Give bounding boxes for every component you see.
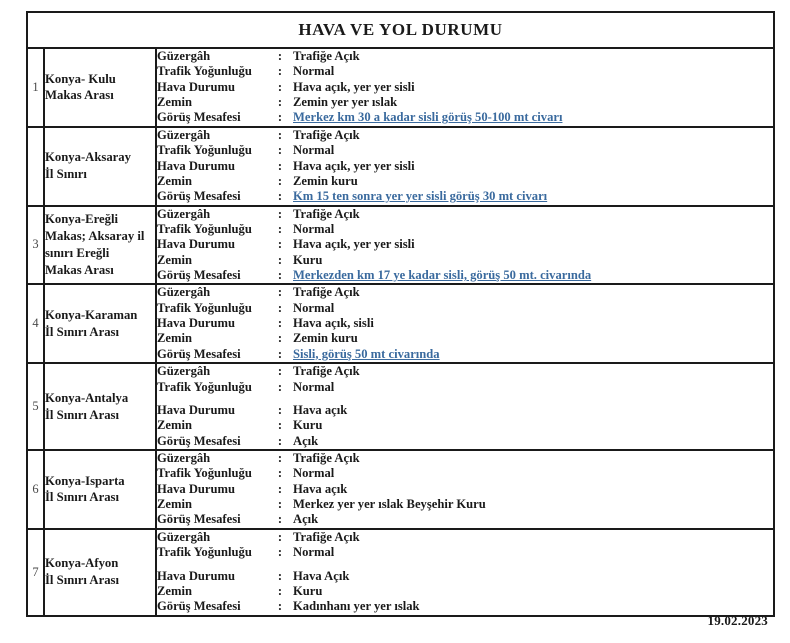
row-details <box>156 363 774 450</box>
field-value-visibility: Açık <box>293 434 773 449</box>
field-row-visibility <box>157 347 773 362</box>
route-name-line: İl Sınırı Arası <box>45 490 120 505</box>
route-name-line: Makas Arası <box>45 88 114 103</box>
route-name-line: İl Sınırı <box>45 167 87 182</box>
field-label-route: Güzergâh <box>157 285 267 300</box>
field-value-route: Trafiğe Açık <box>293 207 773 222</box>
field-colon: : <box>267 561 293 584</box>
field-table <box>157 451 773 528</box>
field-table <box>157 364 773 449</box>
field-value-traffic: Normal <box>293 301 773 316</box>
field-row-route <box>157 451 773 466</box>
route-name <box>44 450 156 529</box>
field-row-visibility <box>157 434 773 449</box>
row-number: 4 <box>27 284 44 363</box>
field-label-ground: Zemin <box>157 584 267 599</box>
field-label-visibility: Görüş Mesafesi <box>157 434 267 449</box>
field-row-traffic <box>157 143 773 158</box>
table-row <box>27 206 774 285</box>
field-colon: : <box>267 364 293 379</box>
field-label-route: Güzergâh <box>157 49 267 64</box>
field-colon: : <box>267 380 293 395</box>
field-row-visibility <box>157 110 773 125</box>
field-row-traffic <box>157 222 773 237</box>
field-label-route: Güzergâh <box>157 128 267 143</box>
field-colon: : <box>267 301 293 316</box>
field-row-weather <box>157 237 773 252</box>
field-colon: : <box>267 512 293 527</box>
field-label-visibility: Görüş Mesafesi <box>157 268 267 283</box>
route-name-line: Konya-Ereğli <box>45 212 119 227</box>
field-value-weather: Hava açık, yer yer sisli <box>293 237 773 252</box>
route-name-line: Makas; Aksaray il <box>45 229 145 244</box>
field-label-traffic: Trafik Yoğunluğu <box>157 64 267 79</box>
field-label-ground: Zemin <box>157 497 267 512</box>
field-row-ground <box>157 331 773 346</box>
field-label-ground: Zemin <box>157 95 267 110</box>
field-value-route: Trafiğe Açık <box>293 49 773 64</box>
route-name <box>44 529 156 616</box>
field-value-route: Trafiğe Açık <box>293 128 773 143</box>
field-table <box>157 128 773 205</box>
field-colon: : <box>267 128 293 143</box>
field-colon: : <box>267 599 293 614</box>
field-label-route: Güzergâh <box>157 207 267 222</box>
field-row-traffic <box>157 545 773 560</box>
field-row-ground <box>157 253 773 268</box>
field-label-weather: Hava Durumu <box>157 80 267 95</box>
field-colon: : <box>267 95 293 110</box>
row-details <box>156 450 774 529</box>
field-value-traffic: Normal <box>293 380 773 395</box>
row-number: 6 <box>27 450 44 529</box>
field-value-ground: Merkez yer yer ıslak Beyşehir Kuru <box>293 497 773 512</box>
field-label-traffic: Trafik Yoğunluğu <box>157 143 267 158</box>
field-row-traffic <box>157 301 773 316</box>
field-colon: : <box>267 49 293 64</box>
table-rows-host <box>27 48 774 616</box>
field-value-route: Trafiğe Açık <box>293 364 773 379</box>
field-row-route <box>157 530 773 545</box>
field-colon: : <box>267 64 293 79</box>
field-row-ground <box>157 418 773 433</box>
field-label-visibility: Görüş Mesafesi <box>157 512 267 527</box>
field-label-visibility: Görüş Mesafesi <box>157 189 267 204</box>
report-date: 19.02.2023 <box>707 613 768 628</box>
row-number: 7 <box>27 529 44 616</box>
field-label-traffic: Trafik Yoğunluğu <box>157 545 267 560</box>
field-value-ground: Zemin kuru <box>293 331 773 346</box>
row-details <box>156 529 774 616</box>
route-name <box>44 284 156 363</box>
table-row <box>27 284 774 363</box>
field-colon: : <box>267 285 293 300</box>
field-row-ground <box>157 174 773 189</box>
field-value-traffic: Normal <box>293 545 773 560</box>
route-name-line: İl Sınırı Arası <box>45 573 120 588</box>
field-colon: : <box>267 80 293 95</box>
field-value-traffic: Normal <box>293 143 773 158</box>
route-name-line: Konya-Isparta <box>45 473 125 488</box>
field-value-traffic: Normal <box>293 64 773 79</box>
field-label-weather: Hava Durumu <box>157 316 267 331</box>
route-name <box>44 363 156 450</box>
field-row-visibility <box>157 599 773 614</box>
route-name <box>44 48 156 127</box>
field-colon: : <box>267 143 293 158</box>
field-label-traffic: Trafik Yoğunluğu <box>157 466 267 481</box>
route-name-line: Konya-Karaman <box>45 308 138 323</box>
field-label-traffic: Trafik Yoğunluğu <box>157 380 267 395</box>
field-label-route: Güzergâh <box>157 364 267 379</box>
route-name-line: Konya- Kulu <box>45 71 116 86</box>
field-colon: : <box>267 482 293 497</box>
field-colon: : <box>267 237 293 252</box>
field-row-route <box>157 128 773 143</box>
field-label-visibility: Görüş Mesafesi <box>157 599 267 614</box>
route-name-line: İl Sınırı Arası <box>45 407 120 422</box>
field-colon: : <box>267 331 293 346</box>
field-value-visibility: Km 15 ten sonra yer yer sisli görüş 30 mt civarı <box>293 189 773 204</box>
field-value-traffic: Normal <box>293 222 773 237</box>
field-table <box>157 285 773 362</box>
field-row-traffic <box>157 466 773 481</box>
field-row-traffic <box>157 380 773 395</box>
field-value-ground: Kuru <box>293 418 773 433</box>
field-value-ground: Zemin kuru <box>293 174 773 189</box>
route-name-line: İl Sınırı Arası <box>45 324 120 339</box>
table-body <box>27 12 774 48</box>
field-value-weather: Hava açık <box>293 395 773 418</box>
field-label-ground: Zemin <box>157 418 267 433</box>
field-row-visibility <box>157 512 773 527</box>
field-label-weather: Hava Durumu <box>157 395 267 418</box>
field-label-ground: Zemin <box>157 253 267 268</box>
field-value-weather: Hava açık, yer yer sisli <box>293 80 773 95</box>
field-value-visibility: Merkez km 30 a kadar sisli görüş 50-100 mt civarı <box>293 110 773 125</box>
field-colon: : <box>267 418 293 433</box>
field-row-weather <box>157 482 773 497</box>
field-row-route <box>157 285 773 300</box>
field-row-visibility <box>157 268 773 283</box>
field-table <box>157 49 773 126</box>
field-colon: : <box>267 347 293 362</box>
field-value-ground: Kuru <box>293 584 773 599</box>
table-row <box>27 529 774 616</box>
field-value-route: Trafiğe Açık <box>293 530 773 545</box>
field-value-visibility: Sisli, görüş 50 mt civarında <box>293 347 773 362</box>
field-value-weather: Hava açık, sisli <box>293 316 773 331</box>
field-row-ground <box>157 584 773 599</box>
row-number: 5 <box>27 363 44 450</box>
field-row-ground <box>157 497 773 512</box>
field-row-ground <box>157 95 773 110</box>
field-colon: : <box>267 466 293 481</box>
field-colon: : <box>267 395 293 418</box>
field-label-traffic: Trafik Yoğunluğu <box>157 301 267 316</box>
field-colon: : <box>267 207 293 222</box>
field-colon: : <box>267 545 293 560</box>
route-name-line: Konya-Afyon <box>45 556 119 571</box>
field-row-route <box>157 207 773 222</box>
field-colon: : <box>267 434 293 449</box>
table-row <box>27 363 774 450</box>
field-table <box>157 207 773 284</box>
field-colon: : <box>267 189 293 204</box>
field-value-weather: Hava açık <box>293 482 773 497</box>
field-row-route <box>157 364 773 379</box>
field-value-visibility: Merkezden km 17 ye kadar sisli, görüş 50 mt. civarında <box>293 268 773 283</box>
page-title: HAVA VE YOL DURUMU <box>27 12 774 48</box>
route-name-line: Makas Arası <box>45 262 114 277</box>
field-row-weather <box>157 395 773 418</box>
field-value-weather: Hava açık, yer yer sisli <box>293 159 773 174</box>
field-row-visibility <box>157 189 773 204</box>
field-colon: : <box>267 268 293 283</box>
field-row-weather <box>157 316 773 331</box>
field-label-traffic: Trafik Yoğunluğu <box>157 222 267 237</box>
row-details <box>156 48 774 127</box>
route-name <box>44 127 156 206</box>
route-name-line: sınırı Ereğli <box>45 245 110 260</box>
field-label-route: Güzergâh <box>157 451 267 466</box>
field-value-visibility: Kadınhanı yer yer ıslak <box>293 599 773 614</box>
field-colon: : <box>267 451 293 466</box>
road-weather-table <box>26 11 775 617</box>
table-row <box>27 127 774 206</box>
route-name-line: Konya-Antalya <box>45 390 129 405</box>
row-number: 3 <box>27 206 44 285</box>
field-colon: : <box>267 530 293 545</box>
row-details <box>156 206 774 285</box>
field-label-weather: Hava Durumu <box>157 561 267 584</box>
field-table <box>157 530 773 615</box>
table-row <box>27 48 774 127</box>
field-colon: : <box>267 222 293 237</box>
field-label-visibility: Görüş Mesafesi <box>157 110 267 125</box>
field-value-visibility: Açık <box>293 512 773 527</box>
field-colon: : <box>267 584 293 599</box>
field-row-weather <box>157 561 773 584</box>
table-title-row <box>27 12 774 48</box>
field-value-ground: Zemin yer yer ıslak <box>293 95 773 110</box>
field-value-route: Trafiğe Açık <box>293 285 773 300</box>
field-label-weather: Hava Durumu <box>157 237 267 252</box>
row-details <box>156 284 774 363</box>
field-colon: : <box>267 253 293 268</box>
field-colon: : <box>267 316 293 331</box>
field-value-weather: Hava Açık <box>293 561 773 584</box>
table-row <box>27 450 774 529</box>
field-label-ground: Zemin <box>157 331 267 346</box>
route-name-line: Konya-Aksaray <box>45 150 131 165</box>
field-row-route <box>157 49 773 64</box>
field-colon: : <box>267 110 293 125</box>
field-label-ground: Zemin <box>157 174 267 189</box>
field-colon: : <box>267 497 293 512</box>
field-value-route: Trafiğe Açık <box>293 451 773 466</box>
route-name <box>44 206 156 285</box>
field-label-visibility: Görüş Mesafesi <box>157 347 267 362</box>
row-number <box>27 127 44 206</box>
field-value-traffic: Normal <box>293 466 773 481</box>
field-colon: : <box>267 174 293 189</box>
field-label-route: Güzergâh <box>157 530 267 545</box>
field-row-weather <box>157 80 773 95</box>
field-colon: : <box>267 159 293 174</box>
field-row-traffic <box>157 64 773 79</box>
field-row-weather <box>157 159 773 174</box>
field-label-weather: Hava Durumu <box>157 482 267 497</box>
field-value-ground: Kuru <box>293 253 773 268</box>
row-details <box>156 127 774 206</box>
row-number: 1 <box>27 48 44 127</box>
field-label-weather: Hava Durumu <box>157 159 267 174</box>
